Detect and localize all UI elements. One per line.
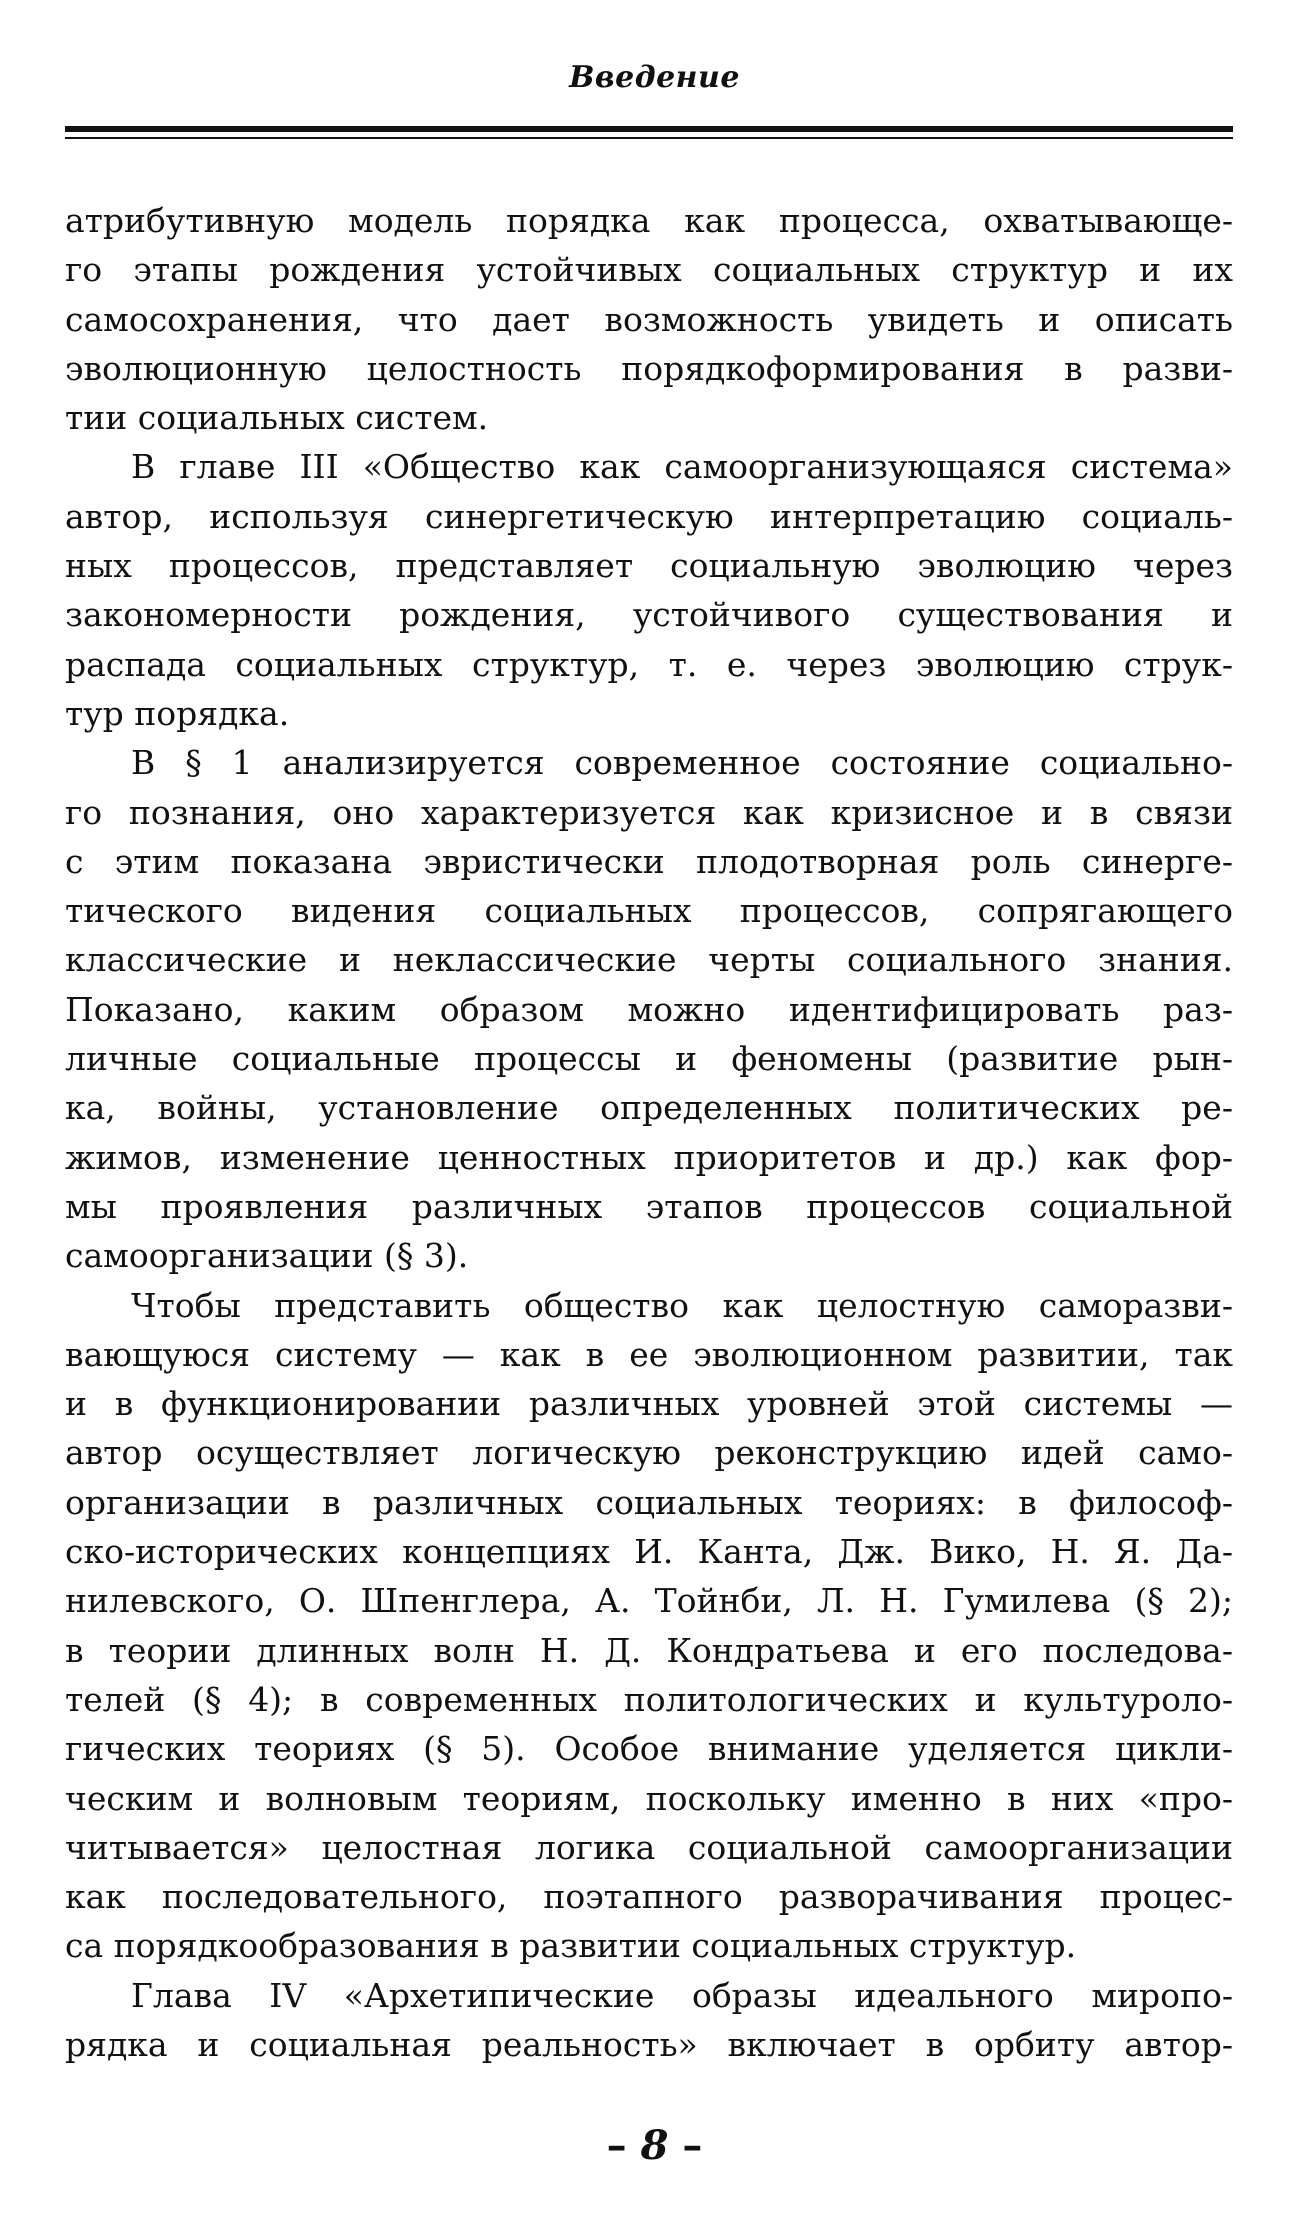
text-line: В § 1 анализируется современное состояние социально-: [131, 743, 1233, 783]
paragraph: [65, 1281, 1233, 1971]
text-line: ка, войны, установление определенных политических ре-: [65, 1088, 1233, 1128]
text-line: самосохранения, что дает возможность увидеть и описать: [65, 299, 1233, 339]
text-line: жимов, изменение ценностных приоритетов и др.) как фор-: [65, 1137, 1233, 1177]
text-line: в теории длинных волн Н. Д. Кондратьева и его последова-: [65, 1630, 1233, 1670]
text-line: классические и неклассические черты социального знания.: [65, 940, 1233, 980]
running-header: Введение: [569, 60, 740, 95]
text-line: ных процессов, представляет социальную эволюцию через: [65, 546, 1233, 586]
text-line: Чтобы представить общество как целостную саморазви-: [131, 1285, 1233, 1325]
text-line: вающуюся систему — как в ее эволюционном развитии, так: [65, 1334, 1233, 1374]
text-line: нилевского, О. Шпенглера, А. Тойнби, Л. Н. Гумилева (§ 2);: [65, 1581, 1233, 1621]
header-rule-thin: [65, 137, 1233, 139]
text-line: гических теориях (§ 5). Особое внимание уделяется цикли-: [65, 1729, 1233, 1769]
page-number: [0, 2122, 1309, 2169]
text-line: ско-исторических концепциях И. Канта, Дж. Вико, Н. Я. Да-: [65, 1532, 1233, 1572]
text-line: са порядкообразования в развитии социальных структур.: [65, 1926, 1077, 1966]
text-line: Показано, каким образом можно идентифицировать раз-: [65, 989, 1233, 1029]
text-line: го этапы рождения устойчивых социальных структур и их: [65, 250, 1233, 290]
text-line: тур порядка.: [65, 693, 290, 733]
text-line: В главе III «Общество как самоорганизующаяся система»: [131, 447, 1233, 487]
body-text: [65, 196, 1233, 2069]
text-line: тического видения социальных процессов, сопрягающего: [65, 891, 1233, 931]
text-line: с этим показана эвристически плодотворная роль синерге-: [65, 841, 1233, 881]
text-line: самоорганизации (§ 3).: [65, 1236, 469, 1276]
paragraph: [65, 442, 1233, 738]
text-line: ческим и волновым теориям, поскольку именно в них «про-: [65, 1778, 1233, 1818]
text-line: Глава IV «Архетипические образы идеального миропо-: [131, 1975, 1233, 2015]
text-line: рядка и социальная реальность» включает в орбиту автор-: [65, 2024, 1233, 2064]
text-line: автор, используя синергетическую интерпретацию социаль-: [65, 496, 1233, 536]
page-number-dash-right: –: [682, 2122, 703, 2169]
text-line: тии социальных систем.: [65, 398, 489, 438]
paragraph: [65, 196, 1233, 442]
text-line: телей (§ 4); в современных политологических и культуроло-: [65, 1679, 1233, 1719]
header-rule-thick: [65, 126, 1233, 132]
text-line: автор осуществляет логическую реконструкцию идей само-: [65, 1433, 1233, 1473]
text-line: го познания, оно характеризуется как кризисное и в связи: [65, 792, 1233, 832]
paragraph: [65, 1971, 1233, 2070]
text-line: как последовательного, поэтапного разворачивания процес-: [65, 1877, 1233, 1917]
text-line: эволюционную целостность порядкоформирования в разви-: [65, 348, 1233, 388]
text-line: атрибутивную модель порядка как процесса, охватывающе-: [65, 201, 1233, 240]
text-line: и в функционировании различных уровней этой системы —: [65, 1384, 1233, 1424]
text-line: организации в различных социальных теориях: в философ-: [65, 1482, 1233, 1522]
page-number-dash-left: –: [606, 2122, 627, 2169]
text-line: личные социальные процессы и феномены (развитие рын-: [65, 1039, 1233, 1079]
paragraph: [65, 738, 1233, 1280]
page-number-value: 8: [640, 2122, 669, 2169]
text-line: закономерности рождения, устойчивого существования и: [65, 595, 1233, 635]
text-line: читывается» целостная логика социальной самоорганизации: [65, 1827, 1233, 1867]
text-line: распада социальных структур, т. е. через эволюцию струк-: [65, 644, 1233, 684]
text-line: мы проявления различных этапов процессов социальной: [65, 1186, 1233, 1226]
